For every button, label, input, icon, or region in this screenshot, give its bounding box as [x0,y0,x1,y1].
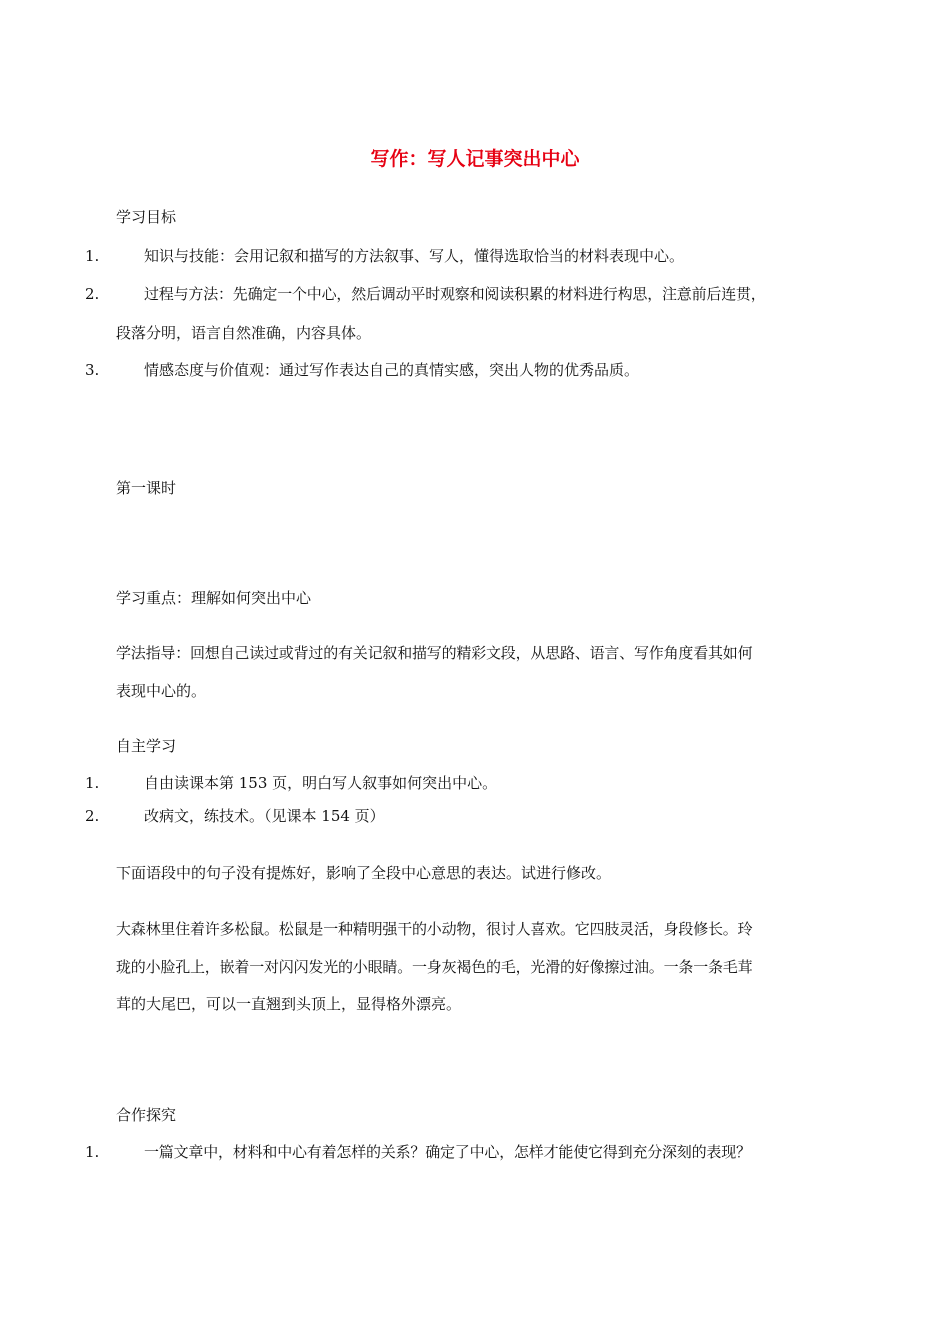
goal-text-2-continued: 段落分明，语言自然准确，内容具体。 [116,324,372,342]
passage-line-2: 珑的小脸孔上，嵌着一对闪闪发光的小眼睛。一身灰褐色的毛，光滑的好像擦过油。一条一条毛茸 [116,958,753,976]
goal-number-1: 1. [85,247,100,265]
goal-number-3: 3. [85,361,100,379]
section-heading-goals: 学习目标 [116,208,177,226]
self-study-number-1: 1. [85,774,100,792]
goal-text-2: 过程与方法：先确定一个中心，然后调动平时观察和阅读积累的材料进行构思，注意前后连贯， [144,285,766,303]
goal-number-2: 2. [85,285,100,303]
learning-focus: 学习重点：理解如何突出中心 [116,589,312,607]
section-heading-cooperation: 合作探究 [116,1106,177,1124]
exercise-instruction: 下面语段中的句子没有提炼好，影响了全段中心意思的表达。试进行修改。 [116,864,612,882]
goal-text-3: 情感态度与价值观：通过写作表达自己的真情实感，突出人物的优秀品质。 [144,361,640,379]
passage-line-1: 大森林里住着许多松鼠。松鼠是一种精明强干的小动物，很讨人喜欢。它四肢灵活，身段修长。玲 [116,920,753,938]
method-guide-line-2: 表现中心的。 [116,682,207,700]
self-study-number-2: 2. [85,807,100,825]
cooperation-text-1: 一篇文章中，材料和中心有着怎样的关系？确定了中心，怎样才能使它得到充分深刻的表现？ [144,1143,751,1161]
cooperation-number-1: 1. [85,1143,100,1161]
goal-text-1: 知识与技能：会用记叙和描写的方法叙事、写人，懂得选取恰当的材料表现中心。 [144,247,685,265]
lesson-label: 第一课时 [116,479,177,497]
page-title: 写作：写人记事突出中心 [370,148,580,170]
passage-line-3: 茸的大尾巴，可以一直翘到头顶上，显得格外漂亮。 [116,995,462,1013]
section-heading-self-study: 自主学习 [116,737,177,755]
self-study-text-2: 改病文，练技术。（见课本 154 页） [144,807,385,825]
self-study-text-1: 自由读课本第 153 页，明白写人叙事如何突出中心。 [144,774,498,792]
method-guide-line-1: 学法指导：回想自己读过或背过的有关记叙和描写的精彩文段，从思路、语言、写作角度看其如何 [116,644,753,662]
